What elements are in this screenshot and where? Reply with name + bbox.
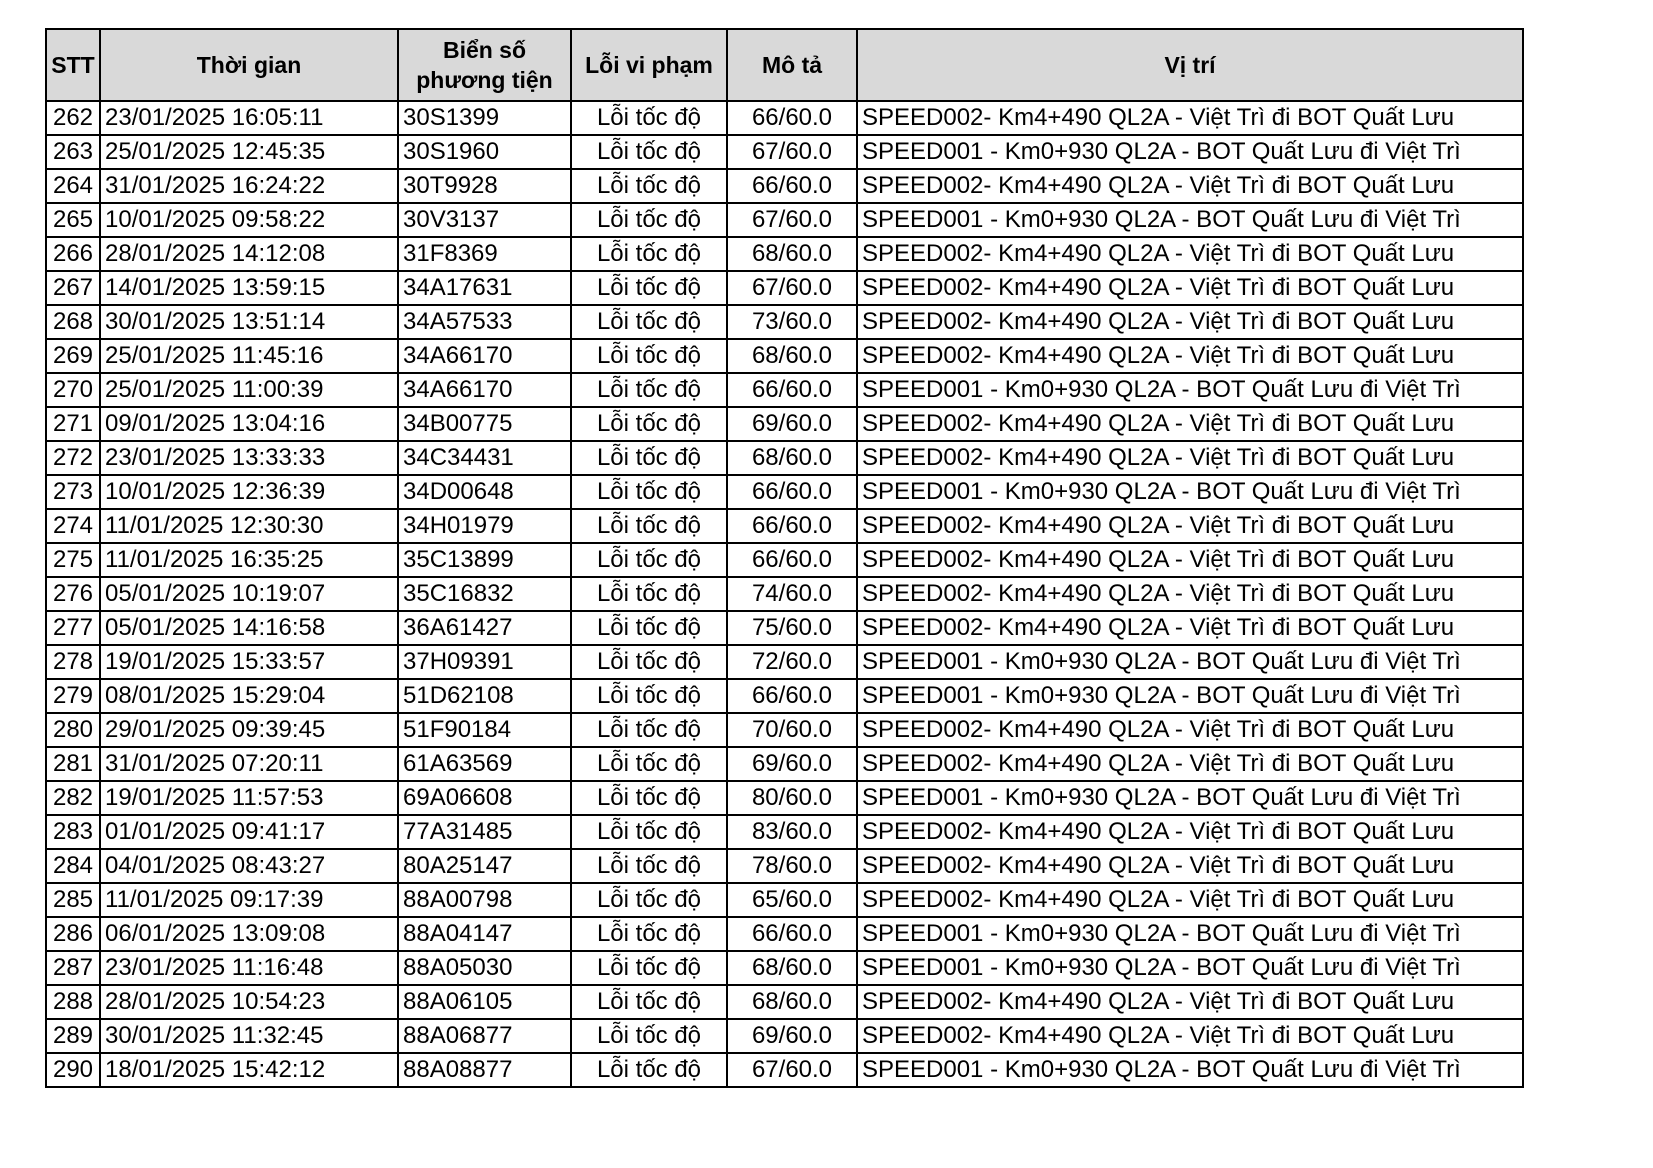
cell-description: 69/60.0	[727, 747, 857, 781]
cell-stt: 271	[46, 407, 100, 441]
cell-violation: Lỗi tốc độ	[571, 645, 727, 679]
cell-description: 68/60.0	[727, 951, 857, 985]
cell-description: 66/60.0	[727, 169, 857, 203]
cell-location: SPEED002- Km4+490 QL2A - Việt Trì đi BOT Quất Lưu	[857, 815, 1523, 849]
cell-stt: 264	[46, 169, 100, 203]
cell-location: SPEED002- Km4+490 QL2A - Việt Trì đi BOT Quất Lưu	[857, 611, 1523, 645]
cell-location: SPEED001 - Km0+930 QL2A - BOT Quất Lưu đi Việt Trì	[857, 135, 1523, 169]
table-row	[46, 1019, 1523, 1053]
cell-location: SPEED002- Km4+490 QL2A - Việt Trì đi BOT Quất Lưu	[857, 271, 1523, 305]
cell-stt: 276	[46, 577, 100, 611]
table-row	[46, 101, 1523, 135]
cell-location: SPEED002- Km4+490 QL2A - Việt Trì đi BOT Quất Lưu	[857, 849, 1523, 883]
cell-description: 66/60.0	[727, 373, 857, 407]
cell-violation: Lỗi tốc độ	[571, 543, 727, 577]
cell-plate: 34D00648	[398, 475, 571, 509]
cell-plate: 30S1399	[398, 101, 571, 135]
cell-description: 69/60.0	[727, 1019, 857, 1053]
cell-stt: 268	[46, 305, 100, 339]
table-row	[46, 747, 1523, 781]
cell-description: 65/60.0	[727, 883, 857, 917]
table-row	[46, 203, 1523, 237]
cell-time: 11/01/2025 12:30:30	[100, 509, 398, 543]
cell-stt: 267	[46, 271, 100, 305]
header-location: Vị trí	[857, 29, 1523, 101]
cell-time: 23/01/2025 16:05:11	[100, 101, 398, 135]
table-row	[46, 645, 1523, 679]
cell-stt: 287	[46, 951, 100, 985]
cell-violation: Lỗi tốc độ	[571, 101, 727, 135]
cell-violation: Lỗi tốc độ	[571, 509, 727, 543]
table-row	[46, 169, 1523, 203]
cell-violation: Lỗi tốc độ	[571, 679, 727, 713]
cell-stt: 285	[46, 883, 100, 917]
table-row	[46, 135, 1523, 169]
header-plate	[398, 29, 571, 101]
table-row	[46, 985, 1523, 1019]
cell-description: 68/60.0	[727, 237, 857, 271]
cell-description: 74/60.0	[727, 577, 857, 611]
cell-location: SPEED002- Km4+490 QL2A - Việt Trì đi BOT Quất Lưu	[857, 305, 1523, 339]
cell-plate: 30T9928	[398, 169, 571, 203]
cell-plate: 88A00798	[398, 883, 571, 917]
cell-plate: 77A31485	[398, 815, 571, 849]
cell-plate: 35C13899	[398, 543, 571, 577]
cell-violation: Lỗi tốc độ	[571, 407, 727, 441]
header-row	[46, 29, 1523, 101]
cell-description: 83/60.0	[727, 815, 857, 849]
cell-violation: Lỗi tốc độ	[571, 237, 727, 271]
cell-plate: 30S1960	[398, 135, 571, 169]
cell-time: 28/01/2025 14:12:08	[100, 237, 398, 271]
cell-violation: Lỗi tốc độ	[571, 1019, 727, 1053]
cell-stt: 286	[46, 917, 100, 951]
table-row	[46, 611, 1523, 645]
table-row	[46, 475, 1523, 509]
cell-location: SPEED002- Km4+490 QL2A - Việt Trì đi BOT Quất Lưu	[857, 883, 1523, 917]
cell-plate: 80A25147	[398, 849, 571, 883]
cell-plate: 37H09391	[398, 645, 571, 679]
cell-plate: 34C34431	[398, 441, 571, 475]
cell-location: SPEED001 - Km0+930 QL2A - BOT Quất Lưu đi Việt Trì	[857, 781, 1523, 815]
header-stt: STT	[46, 29, 100, 101]
table-row	[46, 917, 1523, 951]
cell-stt: 281	[46, 747, 100, 781]
cell-description: 69/60.0	[727, 407, 857, 441]
cell-violation: Lỗi tốc độ	[571, 747, 727, 781]
cell-description: 68/60.0	[727, 441, 857, 475]
cell-plate: 88A06877	[398, 1019, 571, 1053]
cell-violation: Lỗi tốc độ	[571, 883, 727, 917]
cell-description: 75/60.0	[727, 611, 857, 645]
header-plate-line1: Biển số	[442, 37, 527, 63]
cell-stt: 265	[46, 203, 100, 237]
table-row	[46, 305, 1523, 339]
cell-time: 09/01/2025 13:04:16	[100, 407, 398, 441]
cell-time: 19/01/2025 15:33:57	[100, 645, 398, 679]
cell-violation: Lỗi tốc độ	[571, 577, 727, 611]
cell-stt: 270	[46, 373, 100, 407]
cell-violation: Lỗi tốc độ	[571, 373, 727, 407]
cell-location: SPEED002- Km4+490 QL2A - Việt Trì đi BOT Quất Lưu	[857, 407, 1523, 441]
cell-stt: 277	[46, 611, 100, 645]
table-row	[46, 951, 1523, 985]
table-row	[46, 713, 1523, 747]
cell-location: SPEED002- Km4+490 QL2A - Việt Trì đi BOT Quất Lưu	[857, 747, 1523, 781]
cell-stt: 282	[46, 781, 100, 815]
cell-description: 68/60.0	[727, 985, 857, 1019]
table-row	[46, 271, 1523, 305]
cell-location: SPEED001 - Km0+930 QL2A - BOT Quất Lưu đi Việt Trì	[857, 373, 1523, 407]
cell-description: 67/60.0	[727, 203, 857, 237]
cell-violation: Lỗi tốc độ	[571, 135, 727, 169]
cell-location: SPEED001 - Km0+930 QL2A - BOT Quất Lưu đi Việt Trì	[857, 679, 1523, 713]
cell-location: SPEED002- Km4+490 QL2A - Việt Trì đi BOT Quất Lưu	[857, 713, 1523, 747]
cell-time: 19/01/2025 11:57:53	[100, 781, 398, 815]
cell-violation: Lỗi tốc độ	[571, 203, 727, 237]
cell-plate: 36A61427	[398, 611, 571, 645]
cell-stt: 280	[46, 713, 100, 747]
cell-description: 67/60.0	[727, 1053, 857, 1087]
cell-description: 68/60.0	[727, 339, 857, 373]
cell-description: 66/60.0	[727, 679, 857, 713]
cell-violation: Lỗi tốc độ	[571, 611, 727, 645]
cell-stt: 272	[46, 441, 100, 475]
cell-stt: 288	[46, 985, 100, 1019]
table-row	[46, 1053, 1523, 1087]
cell-time: 18/01/2025 15:42:12	[100, 1053, 398, 1087]
header-plate-line2: phương tiện	[416, 67, 553, 93]
cell-location: SPEED002- Km4+490 QL2A - Việt Trì đi BOT Quất Lưu	[857, 339, 1523, 373]
cell-stt: 275	[46, 543, 100, 577]
cell-time: 25/01/2025 11:00:39	[100, 373, 398, 407]
cell-description: 66/60.0	[727, 543, 857, 577]
cell-stt: 263	[46, 135, 100, 169]
cell-plate: 34B00775	[398, 407, 571, 441]
cell-plate: 88A06105	[398, 985, 571, 1019]
cell-plate: 88A04147	[398, 917, 571, 951]
cell-plate: 51D62108	[398, 679, 571, 713]
cell-plate: 88A08877	[398, 1053, 571, 1087]
cell-plate: 34A66170	[398, 373, 571, 407]
table-row	[46, 883, 1523, 917]
cell-time: 25/01/2025 12:45:35	[100, 135, 398, 169]
cell-location: SPEED002- Km4+490 QL2A - Việt Trì đi BOT Quất Lưu	[857, 985, 1523, 1019]
cell-time: 14/01/2025 13:59:15	[100, 271, 398, 305]
cell-stt: 262	[46, 101, 100, 135]
cell-violation: Lỗi tốc độ	[571, 1053, 727, 1087]
cell-stt: 266	[46, 237, 100, 271]
cell-stt: 283	[46, 815, 100, 849]
cell-violation: Lỗi tốc độ	[571, 985, 727, 1019]
cell-violation: Lỗi tốc độ	[571, 305, 727, 339]
cell-time: 29/01/2025 09:39:45	[100, 713, 398, 747]
cell-time: 28/01/2025 10:54:23	[100, 985, 398, 1019]
cell-stt: 284	[46, 849, 100, 883]
cell-time: 23/01/2025 11:16:48	[100, 951, 398, 985]
table-row	[46, 339, 1523, 373]
cell-time: 30/01/2025 11:32:45	[100, 1019, 398, 1053]
cell-plate: 51F90184	[398, 713, 571, 747]
cell-location: SPEED002- Km4+490 QL2A - Việt Trì đi BOT Quất Lưu	[857, 577, 1523, 611]
cell-time: 06/01/2025 13:09:08	[100, 917, 398, 951]
cell-violation: Lỗi tốc độ	[571, 169, 727, 203]
table-header	[46, 29, 1523, 101]
cell-location: SPEED001 - Km0+930 QL2A - BOT Quất Lưu đi Việt Trì	[857, 475, 1523, 509]
table-row	[46, 815, 1523, 849]
cell-stt: 269	[46, 339, 100, 373]
cell-violation: Lỗi tốc độ	[571, 271, 727, 305]
cell-plate: 34A66170	[398, 339, 571, 373]
table-body	[46, 101, 1523, 1087]
cell-description: 66/60.0	[727, 101, 857, 135]
table-row	[46, 441, 1523, 475]
table-row	[46, 407, 1523, 441]
table-row	[46, 237, 1523, 271]
cell-location: SPEED002- Km4+490 QL2A - Việt Trì đi BOT Quất Lưu	[857, 101, 1523, 135]
cell-violation: Lỗi tốc độ	[571, 849, 727, 883]
cell-description: 66/60.0	[727, 509, 857, 543]
cell-time: 10/01/2025 12:36:39	[100, 475, 398, 509]
cell-location: SPEED001 - Km0+930 QL2A - BOT Quất Lưu đi Việt Trì	[857, 203, 1523, 237]
cell-stt: 274	[46, 509, 100, 543]
cell-time: 11/01/2025 09:17:39	[100, 883, 398, 917]
cell-violation: Lỗi tốc độ	[571, 441, 727, 475]
cell-plate: 69A06608	[398, 781, 571, 815]
cell-description: 66/60.0	[727, 475, 857, 509]
cell-location: SPEED001 - Km0+930 QL2A - BOT Quất Lưu đi Việt Trì	[857, 917, 1523, 951]
cell-plate: 34A57533	[398, 305, 571, 339]
cell-plate: 61A63569	[398, 747, 571, 781]
cell-description: 72/60.0	[727, 645, 857, 679]
cell-violation: Lỗi tốc độ	[571, 781, 727, 815]
cell-description: 67/60.0	[727, 135, 857, 169]
cell-violation: Lỗi tốc độ	[571, 917, 727, 951]
cell-time: 08/01/2025 15:29:04	[100, 679, 398, 713]
cell-plate: 30V3137	[398, 203, 571, 237]
cell-location: SPEED002- Km4+490 QL2A - Việt Trì đi BOT Quất Lưu	[857, 543, 1523, 577]
cell-description: 70/60.0	[727, 713, 857, 747]
cell-description: 67/60.0	[727, 271, 857, 305]
header-description: Mô tả	[727, 29, 857, 101]
table-row	[46, 679, 1523, 713]
cell-description: 78/60.0	[727, 849, 857, 883]
cell-stt: 289	[46, 1019, 100, 1053]
cell-location: SPEED002- Km4+490 QL2A - Việt Trì đi BOT Quất Lưu	[857, 509, 1523, 543]
table-row	[46, 849, 1523, 883]
table-row	[46, 781, 1523, 815]
cell-plate: 34A17631	[398, 271, 571, 305]
cell-plate: 35C16832	[398, 577, 571, 611]
cell-location: SPEED002- Km4+490 QL2A - Việt Trì đi BOT Quất Lưu	[857, 169, 1523, 203]
cell-plate: 34H01979	[398, 509, 571, 543]
cell-violation: Lỗi tốc độ	[571, 475, 727, 509]
cell-violation: Lỗi tốc độ	[571, 713, 727, 747]
cell-time: 25/01/2025 11:45:16	[100, 339, 398, 373]
cell-time: 11/01/2025 16:35:25	[100, 543, 398, 577]
cell-time: 30/01/2025 13:51:14	[100, 305, 398, 339]
cell-violation: Lỗi tốc độ	[571, 815, 727, 849]
cell-time: 10/01/2025 09:58:22	[100, 203, 398, 237]
cell-plate: 88A05030	[398, 951, 571, 985]
cell-location: SPEED002- Km4+490 QL2A - Việt Trì đi BOT Quất Lưu	[857, 1019, 1523, 1053]
cell-time: 04/01/2025 08:43:27	[100, 849, 398, 883]
cell-violation: Lỗi tốc độ	[571, 951, 727, 985]
cell-description: 80/60.0	[727, 781, 857, 815]
header-time: Thời gian	[100, 29, 398, 101]
cell-time: 01/01/2025 09:41:17	[100, 815, 398, 849]
cell-location: SPEED001 - Km0+930 QL2A - BOT Quất Lưu đi Việt Trì	[857, 951, 1523, 985]
cell-time: 23/01/2025 13:33:33	[100, 441, 398, 475]
table-row	[46, 509, 1523, 543]
cell-time: 05/01/2025 10:19:07	[100, 577, 398, 611]
table-row	[46, 543, 1523, 577]
violations-table	[45, 28, 1524, 1088]
header-violation: Lỗi vi phạm	[571, 29, 727, 101]
cell-description: 66/60.0	[727, 917, 857, 951]
cell-location: SPEED002- Km4+490 QL2A - Việt Trì đi BOT Quất Lưu	[857, 237, 1523, 271]
cell-violation: Lỗi tốc độ	[571, 339, 727, 373]
cell-plate: 31F8369	[398, 237, 571, 271]
cell-location: SPEED002- Km4+490 QL2A - Việt Trì đi BOT Quất Lưu	[857, 441, 1523, 475]
cell-location: SPEED001 - Km0+930 QL2A - BOT Quất Lưu đi Việt Trì	[857, 1053, 1523, 1087]
table-row	[46, 373, 1523, 407]
cell-description: 73/60.0	[727, 305, 857, 339]
cell-time: 31/01/2025 07:20:11	[100, 747, 398, 781]
cell-stt: 290	[46, 1053, 100, 1087]
cell-time: 31/01/2025 16:24:22	[100, 169, 398, 203]
cell-stt: 279	[46, 679, 100, 713]
cell-time: 05/01/2025 14:16:58	[100, 611, 398, 645]
table-row	[46, 577, 1523, 611]
cell-stt: 273	[46, 475, 100, 509]
cell-location: SPEED001 - Km0+930 QL2A - BOT Quất Lưu đi Việt Trì	[857, 645, 1523, 679]
cell-stt: 278	[46, 645, 100, 679]
